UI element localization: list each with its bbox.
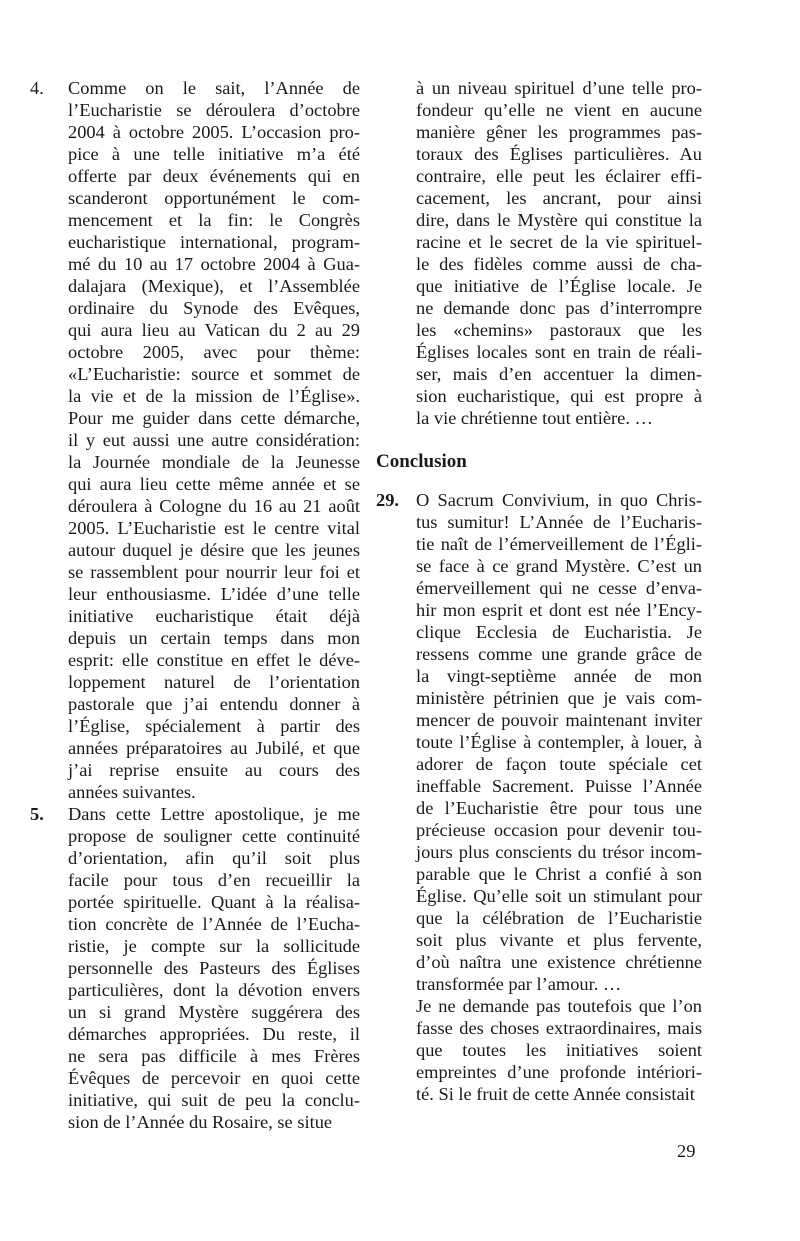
- text-line: ne sera pas difficile à mes Frères: [68, 1046, 360, 1066]
- text-line: la vingt-septième année de mon: [416, 666, 702, 686]
- text-line: esprit: elle constitue en effet le déve-: [68, 650, 360, 670]
- text-line: 2004 à octobre 2005. L’occasion pro-: [68, 122, 360, 142]
- text-line: se face à ce grand Mystère. C’est un: [416, 556, 702, 576]
- text-line: Comme on le sait, l’Année de: [68, 78, 360, 98]
- paragraph-body: [376, 489, 702, 995]
- text-line: précieuse occasion pour devenir tou-: [416, 820, 702, 840]
- text-line: la Journée mondiale de la Jeunesse: [68, 452, 360, 472]
- text-line: dire, dans le Mystère qui constitue la: [416, 210, 702, 230]
- text-line: propose de souligner cette continuité: [68, 826, 360, 846]
- text-line: transformée par l’amour. …: [416, 974, 622, 994]
- text-line: Évêques de percevoir en quoi cette: [68, 1068, 360, 1088]
- text-line: té. Si le fruit de cette Année consistait: [416, 1084, 695, 1104]
- text-line: ministère pétrinien que je vais com-: [416, 688, 702, 708]
- paragraph-5: [30, 803, 360, 1133]
- text-line: toute l’Église à contempler, à louer, à: [416, 732, 702, 752]
- paragraph-continuation: [376, 77, 702, 429]
- text-line: à un niveau spirituel d’une telle pro-: [416, 78, 702, 98]
- text-line: parable que le Christ a confié à son: [416, 864, 702, 884]
- text-line: pice à une telle initiative m’a été: [68, 144, 360, 164]
- paragraph-number: 29.: [376, 490, 399, 510]
- text-line: dalajara (Mexique), et l’Assemblée: [68, 276, 360, 296]
- text-line: clique Ecclesia de Eucharistia. Je: [416, 622, 702, 642]
- text-line: toraux des Églises particulières. Au: [416, 144, 702, 164]
- text-line: hir mon esprit et dont est née l’Ency-: [416, 600, 702, 620]
- text-line: autour duquel je désire que les jeunes: [68, 540, 360, 560]
- text-line: ne demande donc pas d’interrompre: [416, 298, 702, 318]
- text-line: mencer de pouvoir maintenant inviter: [416, 710, 702, 730]
- text-line: mencement et la fin: le Congrès: [68, 210, 360, 230]
- text-line: tus sumitur! L’Année de l’Eucharis-: [416, 512, 702, 532]
- text-line: Dans cette Lettre apostolique, je me: [68, 804, 360, 824]
- text-line: jours plus conscients du trésor incom-: [416, 842, 702, 862]
- text-line: le des fidèles comme aussi de cha-: [416, 254, 702, 274]
- text-line: manière gêner les programmes pas-: [416, 122, 702, 142]
- text-line: racine et le secret de la vie spirituel-: [416, 232, 702, 252]
- text-line: d’orientation, afin qu’il soit plus: [68, 848, 360, 868]
- text-line: adorer de façon toute spéciale cet: [416, 754, 702, 774]
- paragraph-body: [30, 77, 360, 803]
- text-line: portée spirituelle. Quant à la réalisa-: [68, 892, 360, 912]
- text-line: qui aura lieu au Vatican du 2 au 29: [68, 320, 360, 340]
- text-line: facile pour tous d’en recueillir la: [68, 870, 360, 890]
- text-line: offerte par deux événements qui en: [68, 166, 360, 186]
- text-line: qui aura lieu cette même année et se: [68, 474, 360, 494]
- paragraph-4: [30, 77, 360, 803]
- paragraph-body-continued: [376, 995, 702, 1105]
- text-line: de l’Eucharistie être pour tous une: [416, 798, 702, 818]
- text-line: Église. Qu’elle soit un stimulant pour: [416, 886, 702, 906]
- paragraph-body: [376, 77, 702, 429]
- text-line: scanderont opportunément le com-: [68, 188, 360, 208]
- text-line: sion eucharistique, qui est propre à: [416, 386, 702, 406]
- text-line: se rassemblent pour nourrir leur foi et: [68, 562, 360, 582]
- text-line: la vie chrétienne tout entière. …: [416, 408, 653, 428]
- text-line: O Sacrum Convivium, in quo Chris-: [416, 490, 702, 510]
- text-line: empreintes d’une profonde intériori-: [416, 1062, 702, 1082]
- text-line: personnelle des Pasteurs des Églises: [68, 958, 360, 978]
- page-number: 29: [677, 1141, 696, 1161]
- text-line: depuis un certain temps dans mon: [68, 628, 360, 648]
- text-line: octobre 2005, avec pour thème:: [68, 342, 360, 362]
- text-line: ineffable Sacrement. Puisse l’Année: [416, 776, 702, 796]
- text-line: initiative eucharistique était déjà: [68, 606, 360, 626]
- text-line: années suivantes.: [68, 782, 196, 802]
- text-line: émerveillement qui ne cesse d’enva-: [416, 578, 702, 598]
- text-line: ordinaire du Synode des Evêques,: [68, 298, 360, 318]
- text-line: années préparatoires au Jubilé, et que: [68, 738, 360, 758]
- paragraph-number: 4.: [30, 78, 44, 98]
- text-line: l’Église, spécialement à partir des: [68, 716, 360, 736]
- text-line: il y eut aussi une autre considération:: [68, 430, 360, 450]
- text-line: particulières, dont la dévotion envers: [68, 980, 360, 1000]
- text-line: Je ne demande pas toutefois que l’on: [416, 996, 702, 1016]
- left-column: [30, 77, 360, 1133]
- paragraph-number: 5.: [30, 804, 44, 824]
- text-line: la vie et de la mission de l’Église».: [68, 386, 360, 406]
- text-line: ressens comme une grande grâce de: [416, 644, 702, 664]
- text-line: Pour me guider dans cette démarche,: [68, 408, 360, 428]
- paragraph-body: [30, 803, 360, 1133]
- text-line: pastorale que j’ai entendu donner à: [68, 694, 360, 714]
- text-line: 2005. L’Eucharistie est le centre vital: [68, 518, 360, 538]
- text-line: déroulera à Cologne du 16 au 21 août: [68, 496, 360, 516]
- section-heading: Conclusion: [376, 451, 467, 472]
- text-line: d’où naîtra une existence chrétienne: [416, 952, 702, 972]
- text-line: ristie, je compte sur la sollicitude: [68, 936, 360, 956]
- text-line: fondeur qu’elle ne vient en aucune: [416, 100, 702, 120]
- text-line: mé du 10 au 17 octobre 2004 à Gua-: [68, 254, 360, 274]
- text-line: initiative, qui suit de peu la conclu-: [68, 1090, 360, 1110]
- text-line: cacement, les ancrant, pour ainsi: [416, 188, 702, 208]
- text-line: contraire, elle peut les éclairer effi-: [416, 166, 702, 186]
- text-line: tie naît de l’émerveillement de l’Égli-: [416, 534, 702, 554]
- text-line: démarches appropriées. Du reste, il: [68, 1024, 360, 1044]
- text-line: les «chemins» pastoraux que les: [416, 320, 702, 340]
- text-line: Églises locales sont en train de réali-: [416, 342, 702, 362]
- text-line: ser, mais d’en accentuer la dimen-: [416, 364, 702, 384]
- right-column: [376, 77, 702, 1105]
- text-line: tion concrète de l’Année de l’Eucha-: [68, 914, 360, 934]
- text-line: sion de l’Année du Rosaire, se situe: [68, 1112, 333, 1132]
- text-line: loppement naturel de l’orientation: [68, 672, 360, 692]
- text-line: soit plus vivante et plus fervente,: [416, 930, 702, 950]
- text-line: leur enthousiasme. L’idée d’une telle: [68, 584, 360, 604]
- text-line: que toutes les initiatives soient: [416, 1040, 702, 1060]
- text-line: l’Eucharistie se déroulera d’octobre: [68, 100, 360, 120]
- text-line: que la célébration de l’Eucharistie: [416, 908, 702, 928]
- paragraph-29: [376, 489, 702, 1105]
- text-line: un si grand Mystère suggérera des: [68, 1002, 360, 1022]
- text-line: j’ai reprise ensuite au cours des: [68, 760, 360, 780]
- text-line: fasse des choses extraordinaires, mais: [416, 1018, 702, 1038]
- text-line: «L’Eucharistie: source et sommet de: [68, 364, 360, 384]
- text-line: que initiative de l’Église locale. Je: [416, 276, 702, 296]
- text-line: eucharistique international, program-: [68, 232, 360, 252]
